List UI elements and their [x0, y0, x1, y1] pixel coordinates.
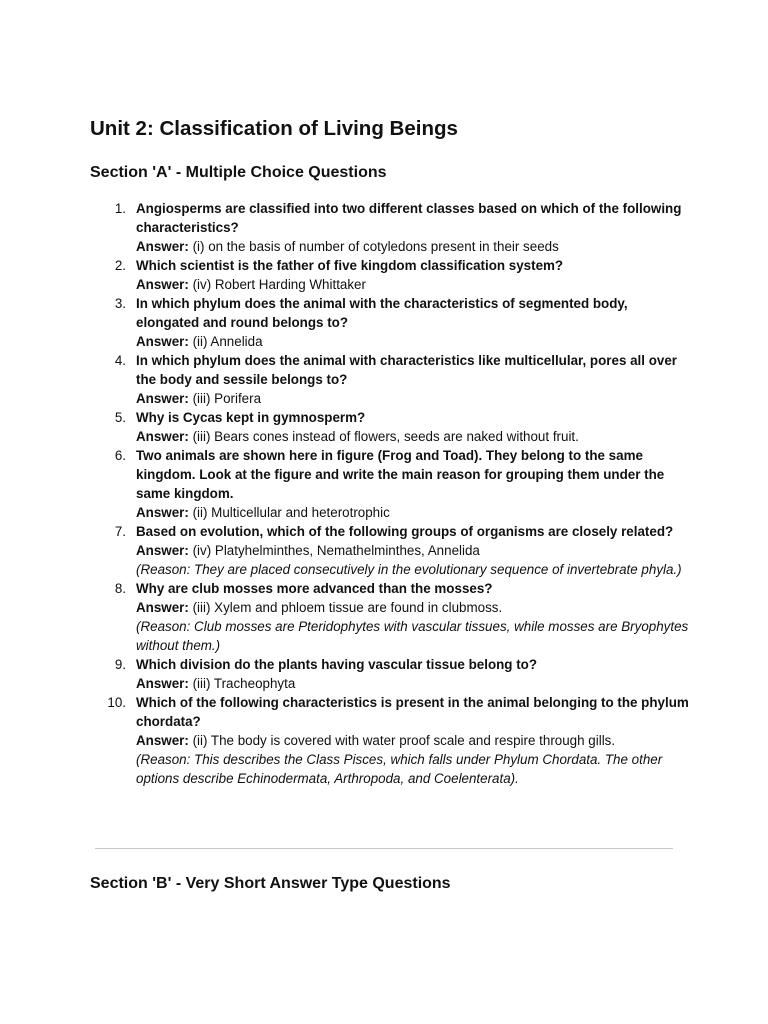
question-item: [90, 522, 690, 579]
question-number: 10.: [107, 695, 126, 710]
question-number: 4.: [114, 353, 126, 368]
reason-text: (Reason: Club mosses are Pteridophytes with vascular tissues, while mosses are Bryophytes without them.): [136, 619, 689, 653]
answer-line: [136, 731, 690, 750]
answer-text: (ii) Annelida: [192, 334, 263, 349]
question-text: Based on evolution, which of the following groups of organisms are closely related?: [136, 524, 674, 539]
question-number: 9.: [114, 657, 126, 672]
question-text: Angiosperms are classified into two different classes based on which of the following characteristics?: [136, 201, 682, 235]
answer-text: (ii) Multicellular and heterotrophic: [192, 505, 390, 520]
answer-label: Answer:: [136, 334, 189, 349]
reason-text: (Reason: This describes the Class Pisces, which falls under Phylum Chordata. The other options describe Echinodermata, Arthropoda, and Coelenterata).: [136, 752, 663, 786]
section-a-title: Section 'A' - Multiple Choice Questions: [90, 164, 387, 181]
answer-label: Answer:: [136, 543, 189, 558]
answer-label: Answer:: [136, 391, 189, 406]
answer-line: [136, 275, 690, 294]
question-item: [90, 579, 690, 655]
question-text: Two animals are shown here in figure (Frog and Toad). They belong to the same kingdom. Look at the figure and write the main reason for grouping them under the same kingdom.: [136, 448, 665, 501]
question-item: [90, 256, 690, 294]
section-b-title: Section 'B' - Very Short Answer Type Questions: [90, 875, 451, 892]
question-text: In which phylum does the animal with characteristics like multicellular, pores all over the body and sessile belongs to?: [136, 353, 678, 387]
question-text: In which phylum does the animal with the characteristics of segmented body, elongated and round belongs to?: [136, 296, 628, 330]
answer-text: (iii) Tracheophyta: [192, 676, 296, 691]
question-number: 1.: [114, 201, 126, 216]
question-number: 3.: [114, 296, 126, 311]
answer-line: [136, 503, 690, 522]
question-text: Why are club mosses more advanced than the mosses?: [136, 581, 493, 596]
answer-line: [136, 598, 690, 617]
question-list: [90, 199, 690, 788]
question-text: Which of the following characteristics is present in the animal belonging to the phylum chordata?: [136, 695, 689, 729]
answer-text: (iii) Bears cones instead of flowers, seeds are naked without fruit.: [192, 429, 579, 444]
question-item: [90, 693, 690, 788]
question-item: [90, 199, 690, 256]
question-number: 7.: [114, 524, 126, 539]
answer-line: [136, 541, 690, 560]
answer-label: Answer:: [136, 277, 189, 292]
answer-text: (ii) The body is covered with water proof scale and respire through gills.: [192, 733, 616, 748]
answer-line: [136, 427, 690, 446]
question-number: 8.: [114, 581, 126, 596]
answer-line: [136, 237, 690, 256]
answer-text: (iv) Robert Harding Whittaker: [192, 277, 366, 292]
question-number: 5.: [114, 410, 126, 425]
answer-label: Answer:: [136, 733, 189, 748]
answer-label: Answer:: [136, 505, 189, 520]
question-text: Which scientist is the father of five kingdom classification system?: [136, 258, 564, 273]
question-item: [90, 655, 690, 693]
question-item: [90, 408, 690, 446]
question-item: [90, 351, 690, 408]
answer-label: Answer:: [136, 239, 189, 254]
answer-text: (iv) Platyhelminthes, Nemathelminthes, Annelida: [192, 543, 480, 558]
answer-text: (iii) Porifera: [192, 391, 262, 406]
question-text: Which division do the plants having vascular tissue belong to?: [136, 657, 538, 672]
answer-label: Answer:: [136, 429, 189, 444]
section-divider: [95, 848, 673, 849]
answer-line: [136, 674, 690, 693]
answer-line: [136, 332, 690, 351]
answer-label: Answer:: [136, 600, 189, 615]
answer-text: (iii) Xylem and phloem tissue are found in clubmoss.: [192, 600, 503, 615]
reason-text: (Reason: They are placed consecutively in the evolutionary sequence of invertebrate phyla.): [136, 562, 682, 577]
answer-text: (i) on the basis of number of cotyledons present in their seeds: [192, 239, 559, 254]
question-text: Why is Cycas kept in gymnosperm?: [136, 410, 366, 425]
question-number: 2.: [114, 258, 126, 273]
question-item: [90, 446, 690, 522]
answer-label: Answer:: [136, 676, 189, 691]
unit-title: Unit 2: Classification of Living Beings: [90, 117, 458, 140]
question-item: [90, 294, 690, 351]
answer-line: [136, 389, 690, 408]
question-number: 6.: [114, 448, 126, 463]
